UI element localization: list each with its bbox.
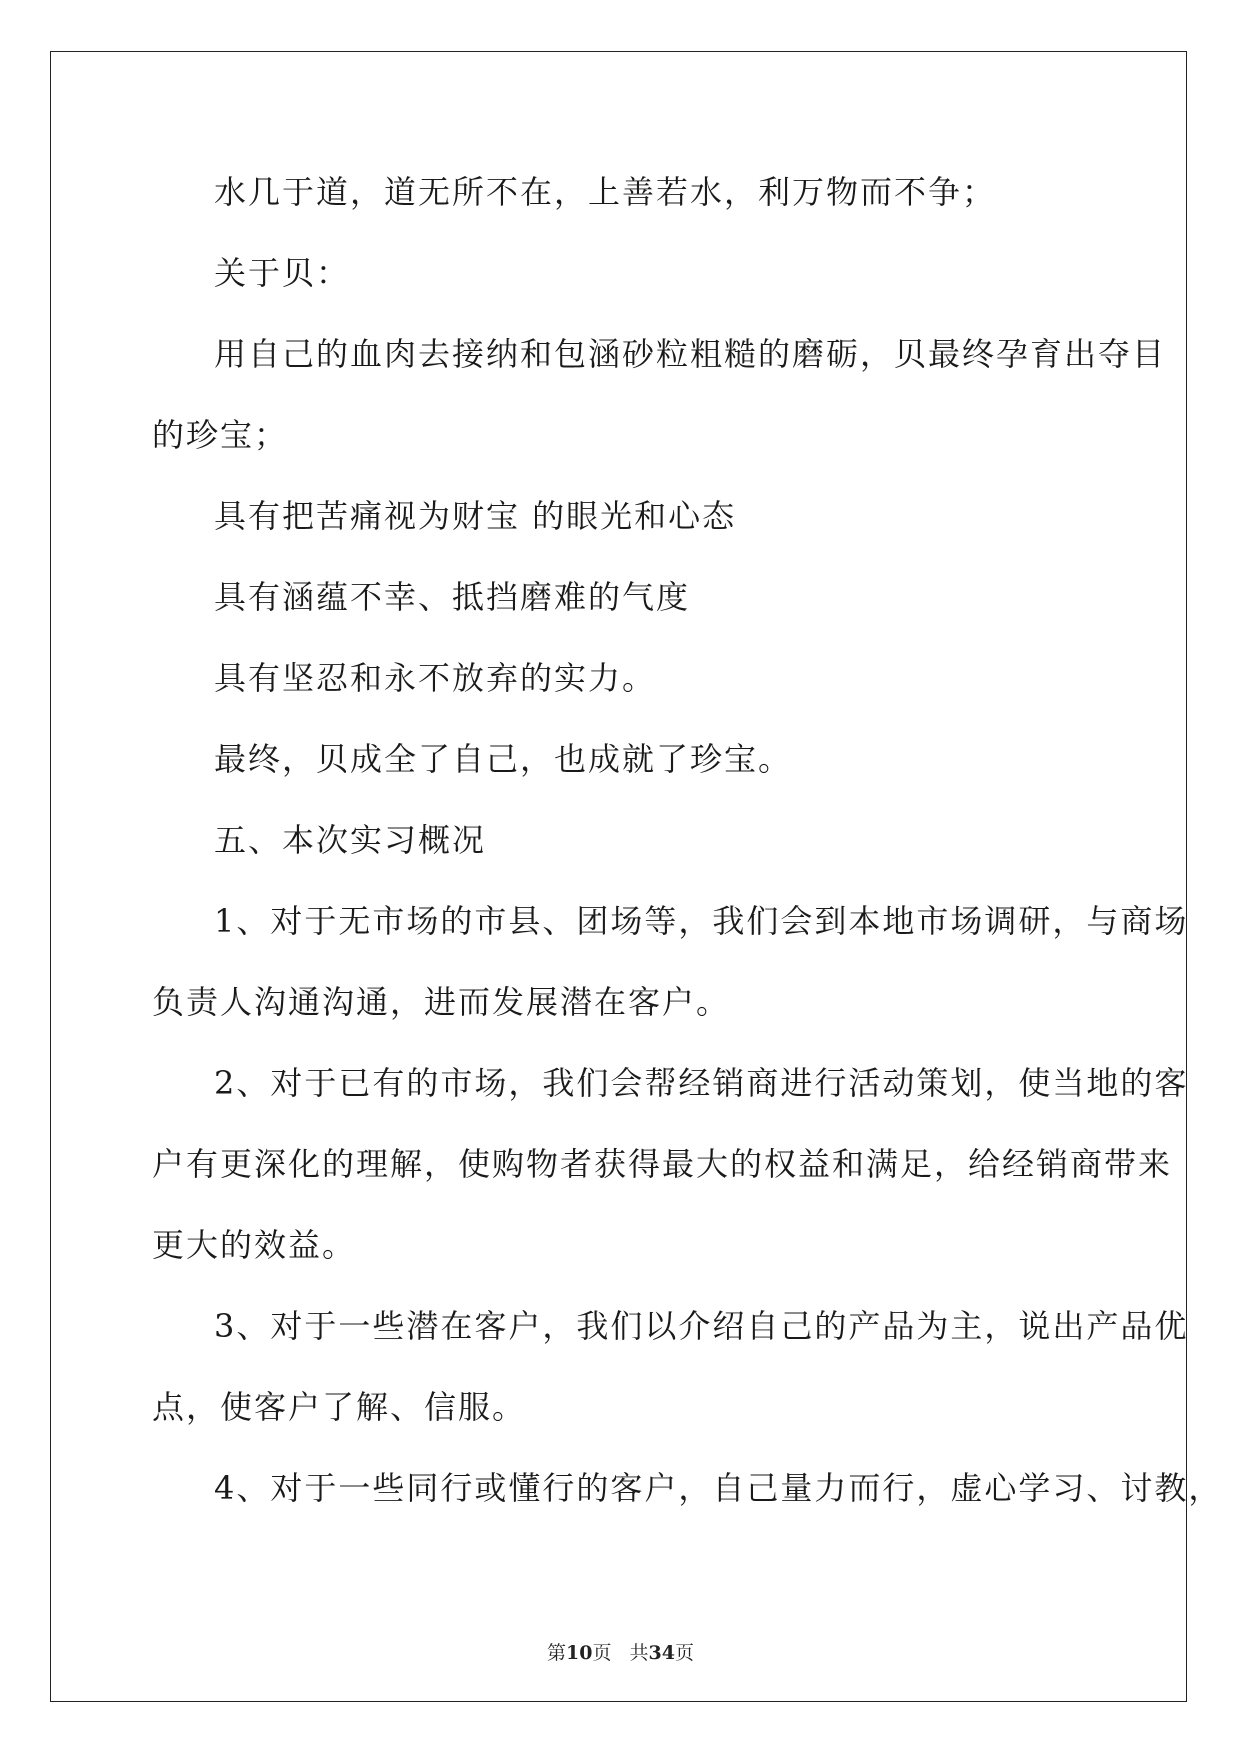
- total-prefix: 共: [629, 1642, 649, 1664]
- page-footer: [0, 1638, 1241, 1665]
- paragraph-line: 水几于道，道无所不在，上善若水，利万物而不争；: [214, 173, 997, 211]
- paragraph-line: 关于贝：: [214, 254, 351, 292]
- paragraph-line: 点，使客户了解、信服。: [152, 1388, 527, 1426]
- paragraph-line: 4、对于一些同行或懂行的客户，自己量力而行，虚心学习、讨教，: [214, 1469, 1223, 1507]
- page-suffix: 页: [592, 1642, 612, 1664]
- page-border: [50, 51, 1187, 1702]
- total-pages: 34: [648, 1642, 675, 1664]
- paragraph-line: 更大的效益。: [152, 1226, 357, 1264]
- paragraph-line: 用自己的血肉去接纳和包涵砂粒粗糙的磨砺，贝最终孕育出夺目: [214, 335, 1167, 373]
- paragraph-line: 的珍宝；: [152, 416, 289, 454]
- paragraph-line: 负责人沟通沟通，进而发展潜在客户。: [152, 983, 731, 1021]
- paragraph-line: 具有把苦痛视为财宝 的眼光和心态: [214, 497, 737, 535]
- page-number: 10: [566, 1642, 593, 1664]
- section-heading: 五、本次实习概况: [214, 821, 487, 859]
- paragraph-line: 3、对于一些潜在客户，我们以介绍自己的产品为主，说出产品优: [214, 1307, 1189, 1345]
- paragraph-line: 1、对于无市场的市县、团场等，我们会到本地市场调研，与商场: [214, 902, 1189, 940]
- paragraph-line: 2、对于已有的市场，我们会帮经销商进行活动策划，使当地的客: [214, 1064, 1189, 1102]
- paragraph-line: 具有涵蕴不幸、抵挡磨难的气度: [214, 578, 691, 616]
- paragraph-line: 最终，贝成全了自己，也成就了珍宝。: [214, 740, 793, 778]
- paragraph-line: 具有坚忍和永不放弃的实力。: [214, 659, 657, 697]
- total-suffix: 页: [674, 1642, 694, 1664]
- paragraph-line: 户有更深化的理解，使购物者获得最大的权益和满足，给经销商带来: [152, 1145, 1173, 1183]
- page-prefix: 第: [547, 1642, 567, 1664]
